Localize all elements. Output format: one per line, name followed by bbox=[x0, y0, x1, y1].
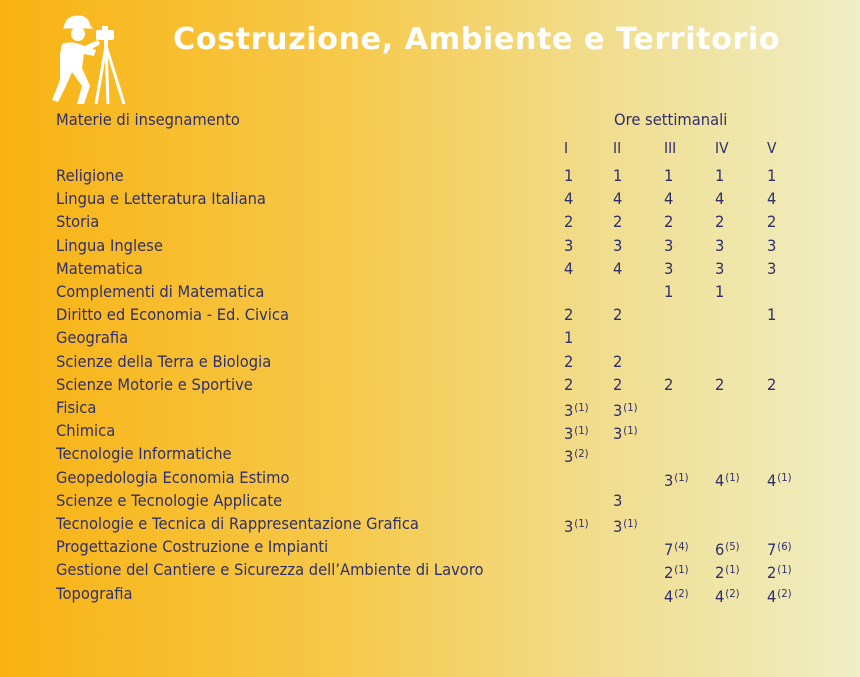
hours-value: 2 bbox=[564, 212, 574, 232]
hours-cell bbox=[664, 375, 673, 395]
hours-value: 2 bbox=[613, 212, 623, 232]
hours-cell bbox=[613, 514, 638, 537]
subject-name: Chimica bbox=[56, 421, 116, 441]
hours-cell bbox=[613, 236, 622, 256]
hours-value: 3 bbox=[564, 235, 574, 255]
hours-value: 3 bbox=[767, 258, 777, 278]
hours-note: (1) bbox=[777, 470, 792, 484]
hours-value: 3 bbox=[767, 235, 777, 255]
hours-value: 2 bbox=[664, 212, 674, 232]
hours-cell bbox=[767, 305, 776, 325]
hours-cell bbox=[564, 166, 573, 186]
subject-name: Topografia bbox=[56, 583, 133, 603]
hours-value: 4 bbox=[664, 189, 674, 209]
hours-value: 2 bbox=[664, 563, 674, 583]
year-header-1: I bbox=[564, 139, 569, 157]
hours-value: 3 bbox=[564, 401, 574, 420]
subject-name: Scienze della Terra e Biologia bbox=[56, 351, 272, 371]
hours-note: (5) bbox=[725, 540, 740, 554]
hours-note: (1) bbox=[574, 424, 589, 438]
subject-name: Geopedologia Economia Estimo bbox=[56, 467, 290, 487]
hours-cell bbox=[715, 189, 724, 209]
hours-cell bbox=[664, 212, 673, 232]
hours-value: 1 bbox=[767, 166, 777, 185]
hours-cell bbox=[767, 212, 776, 232]
hours-value: 3 bbox=[613, 235, 623, 255]
hours-cell bbox=[715, 560, 740, 583]
hours-value: 3 bbox=[564, 447, 574, 467]
hours-cell bbox=[767, 166, 776, 186]
hours-value: 3 bbox=[664, 258, 674, 278]
hours-cell bbox=[664, 537, 689, 560]
hours-cell bbox=[564, 212, 573, 232]
hours-note: (2) bbox=[574, 447, 589, 461]
hours-value: 2 bbox=[613, 351, 623, 371]
hours-value: 4 bbox=[613, 189, 623, 209]
hours-value: 3 bbox=[664, 235, 674, 255]
hours-cell bbox=[613, 305, 622, 325]
hours-value: 7 bbox=[767, 540, 777, 560]
hours-note: (1) bbox=[777, 563, 792, 577]
hours-cell bbox=[564, 398, 589, 421]
hours-value: 4 bbox=[715, 470, 725, 490]
hours-cell bbox=[664, 189, 673, 209]
hours-note: (1) bbox=[574, 401, 589, 414]
hours-value: 3 bbox=[613, 401, 623, 420]
hours-cell bbox=[564, 305, 573, 325]
hours-value: 4 bbox=[715, 586, 725, 606]
hours-note: (1) bbox=[574, 517, 589, 530]
subjects-column-header: Materie di insegnamento bbox=[56, 110, 240, 129]
hours-cell bbox=[664, 468, 689, 491]
hours-note: (4) bbox=[674, 540, 689, 554]
hours-value: 2 bbox=[613, 305, 623, 325]
hours-cell bbox=[767, 189, 776, 209]
hours-cell bbox=[664, 236, 673, 256]
hours-value: 1 bbox=[715, 166, 725, 185]
subject-name: Lingua e Letteratura Italiana bbox=[56, 189, 266, 209]
hours-note: (1) bbox=[623, 517, 638, 530]
hours-value: 3 bbox=[664, 470, 674, 490]
hours-value: 1 bbox=[613, 166, 623, 185]
hours-cell bbox=[767, 468, 792, 491]
year-header-5: V bbox=[767, 139, 777, 157]
hours-cell bbox=[715, 282, 724, 302]
hours-note: (1) bbox=[674, 563, 689, 577]
hours-value: 4 bbox=[664, 586, 674, 606]
hours-cell bbox=[767, 236, 776, 256]
page-title: Costruzione, Ambiente e Territorio bbox=[173, 22, 781, 57]
hours-note: (1) bbox=[674, 470, 689, 484]
subject-name: Geografia bbox=[56, 328, 129, 348]
hours-value: 2 bbox=[715, 212, 725, 232]
hours-cell bbox=[767, 584, 792, 607]
hours-value: 4 bbox=[564, 189, 574, 209]
year-header-3: III bbox=[664, 139, 677, 157]
hours-cell bbox=[664, 560, 689, 583]
hours-value: 1 bbox=[664, 166, 674, 185]
hours-value: 1 bbox=[664, 282, 674, 301]
hours-cell bbox=[767, 375, 776, 395]
hours-note: (1) bbox=[725, 470, 740, 484]
hours-cell bbox=[664, 282, 673, 302]
hours-value: 2 bbox=[613, 374, 623, 394]
hours-value: 3 bbox=[564, 424, 574, 444]
hours-cell bbox=[715, 259, 724, 279]
hours-note: (2) bbox=[725, 586, 740, 600]
year-header-2: II bbox=[613, 139, 622, 157]
hours-cell bbox=[715, 468, 740, 491]
hours-cell bbox=[613, 352, 622, 372]
subject-name: Diritto ed Economia - Ed. Civica bbox=[56, 305, 290, 325]
subject-name: Gestione del Cantiere e Sicurezza dell’Ambiente di Lavoro bbox=[56, 560, 484, 580]
hours-note: (2) bbox=[777, 586, 792, 600]
hours-value: 4 bbox=[715, 189, 725, 209]
hours-cell bbox=[613, 491, 622, 511]
hours-value: 7 bbox=[664, 540, 674, 560]
hours-value: 3 bbox=[613, 490, 623, 510]
hours-cell bbox=[564, 352, 573, 372]
hours-cell bbox=[715, 236, 724, 256]
hours-value: 2 bbox=[767, 212, 777, 232]
subject-name: Tecnologie e Tecnica di Rappresentazione Grafica bbox=[56, 514, 419, 533]
subject-name: Scienze Motorie e Sportive bbox=[56, 374, 253, 394]
hours-value: 2 bbox=[564, 305, 574, 325]
subject-name: Progettazione Costruzione e Impianti bbox=[56, 537, 329, 557]
hours-value: 2 bbox=[664, 374, 674, 394]
subject-name: Tecnologie Informatiche bbox=[56, 444, 232, 464]
subject-name: Fisica bbox=[56, 398, 97, 417]
hours-cell bbox=[564, 189, 573, 209]
hours-cell bbox=[715, 375, 724, 395]
subject-name: Religione bbox=[56, 166, 124, 185]
hours-cell bbox=[715, 212, 724, 232]
hours-value: 2 bbox=[767, 374, 777, 394]
hours-value: 1 bbox=[564, 328, 574, 348]
surveyor-with-theodolite-icon bbox=[50, 10, 130, 106]
hours-cell bbox=[613, 212, 622, 232]
hours-value: 2 bbox=[564, 351, 574, 371]
hours-cell bbox=[664, 259, 673, 279]
hours-cell bbox=[564, 421, 589, 444]
hours-cell bbox=[715, 166, 724, 186]
hours-value: 1 bbox=[564, 166, 574, 185]
hours-note: (1) bbox=[623, 424, 638, 438]
subject-name: Lingua Inglese bbox=[56, 235, 163, 255]
hours-value: 3 bbox=[613, 517, 623, 536]
hours-cell bbox=[613, 375, 622, 395]
hours-cell bbox=[613, 189, 622, 209]
hours-cell bbox=[564, 236, 573, 256]
hours-note: (1) bbox=[623, 401, 638, 414]
hours-note: (1) bbox=[725, 563, 740, 577]
year-header-4: IV bbox=[715, 139, 729, 157]
hours-cell bbox=[664, 584, 689, 607]
hours-note: (2) bbox=[674, 586, 689, 600]
hours-cell bbox=[613, 421, 638, 444]
hours-value: 2 bbox=[715, 374, 725, 394]
hours-value: 4 bbox=[564, 258, 574, 278]
hours-cell bbox=[767, 259, 776, 279]
hours-cell bbox=[564, 514, 589, 537]
subject-name: Matematica bbox=[56, 258, 143, 278]
hours-value: 3 bbox=[715, 258, 725, 278]
subject-name: Storia bbox=[56, 212, 100, 232]
hours-value: 1 bbox=[767, 305, 777, 325]
hours-value: 4 bbox=[767, 470, 777, 490]
hours-cell bbox=[613, 398, 638, 421]
hours-cell bbox=[564, 259, 573, 279]
hours-cell bbox=[564, 375, 573, 395]
hours-value: 6 bbox=[715, 540, 725, 560]
hours-cell bbox=[664, 166, 673, 186]
subject-name: Complementi di Matematica bbox=[56, 282, 265, 301]
hours-cell bbox=[767, 560, 792, 583]
hours-value: 3 bbox=[715, 235, 725, 255]
hours-note: (6) bbox=[777, 540, 792, 554]
hours-value: 4 bbox=[613, 258, 623, 278]
hours-value: 2 bbox=[715, 563, 725, 583]
hours-value: 1 bbox=[715, 282, 725, 301]
hours-cell bbox=[613, 166, 622, 186]
hours-value: 4 bbox=[767, 586, 777, 606]
hours-value: 2 bbox=[767, 563, 777, 583]
hours-value: 3 bbox=[564, 517, 574, 536]
hours-cell bbox=[564, 328, 573, 348]
hours-cell bbox=[715, 584, 740, 607]
hours-value: 4 bbox=[767, 189, 777, 209]
hours-value: 2 bbox=[564, 374, 574, 394]
hours-cell bbox=[715, 537, 740, 560]
hours-cell bbox=[767, 537, 792, 560]
hours-cell bbox=[613, 259, 622, 279]
subject-name: Scienze e Tecnologie Applicate bbox=[56, 490, 283, 510]
hours-column-header: Ore settimanali bbox=[614, 110, 728, 129]
hours-value: 3 bbox=[613, 424, 623, 444]
hours-cell bbox=[564, 444, 589, 467]
